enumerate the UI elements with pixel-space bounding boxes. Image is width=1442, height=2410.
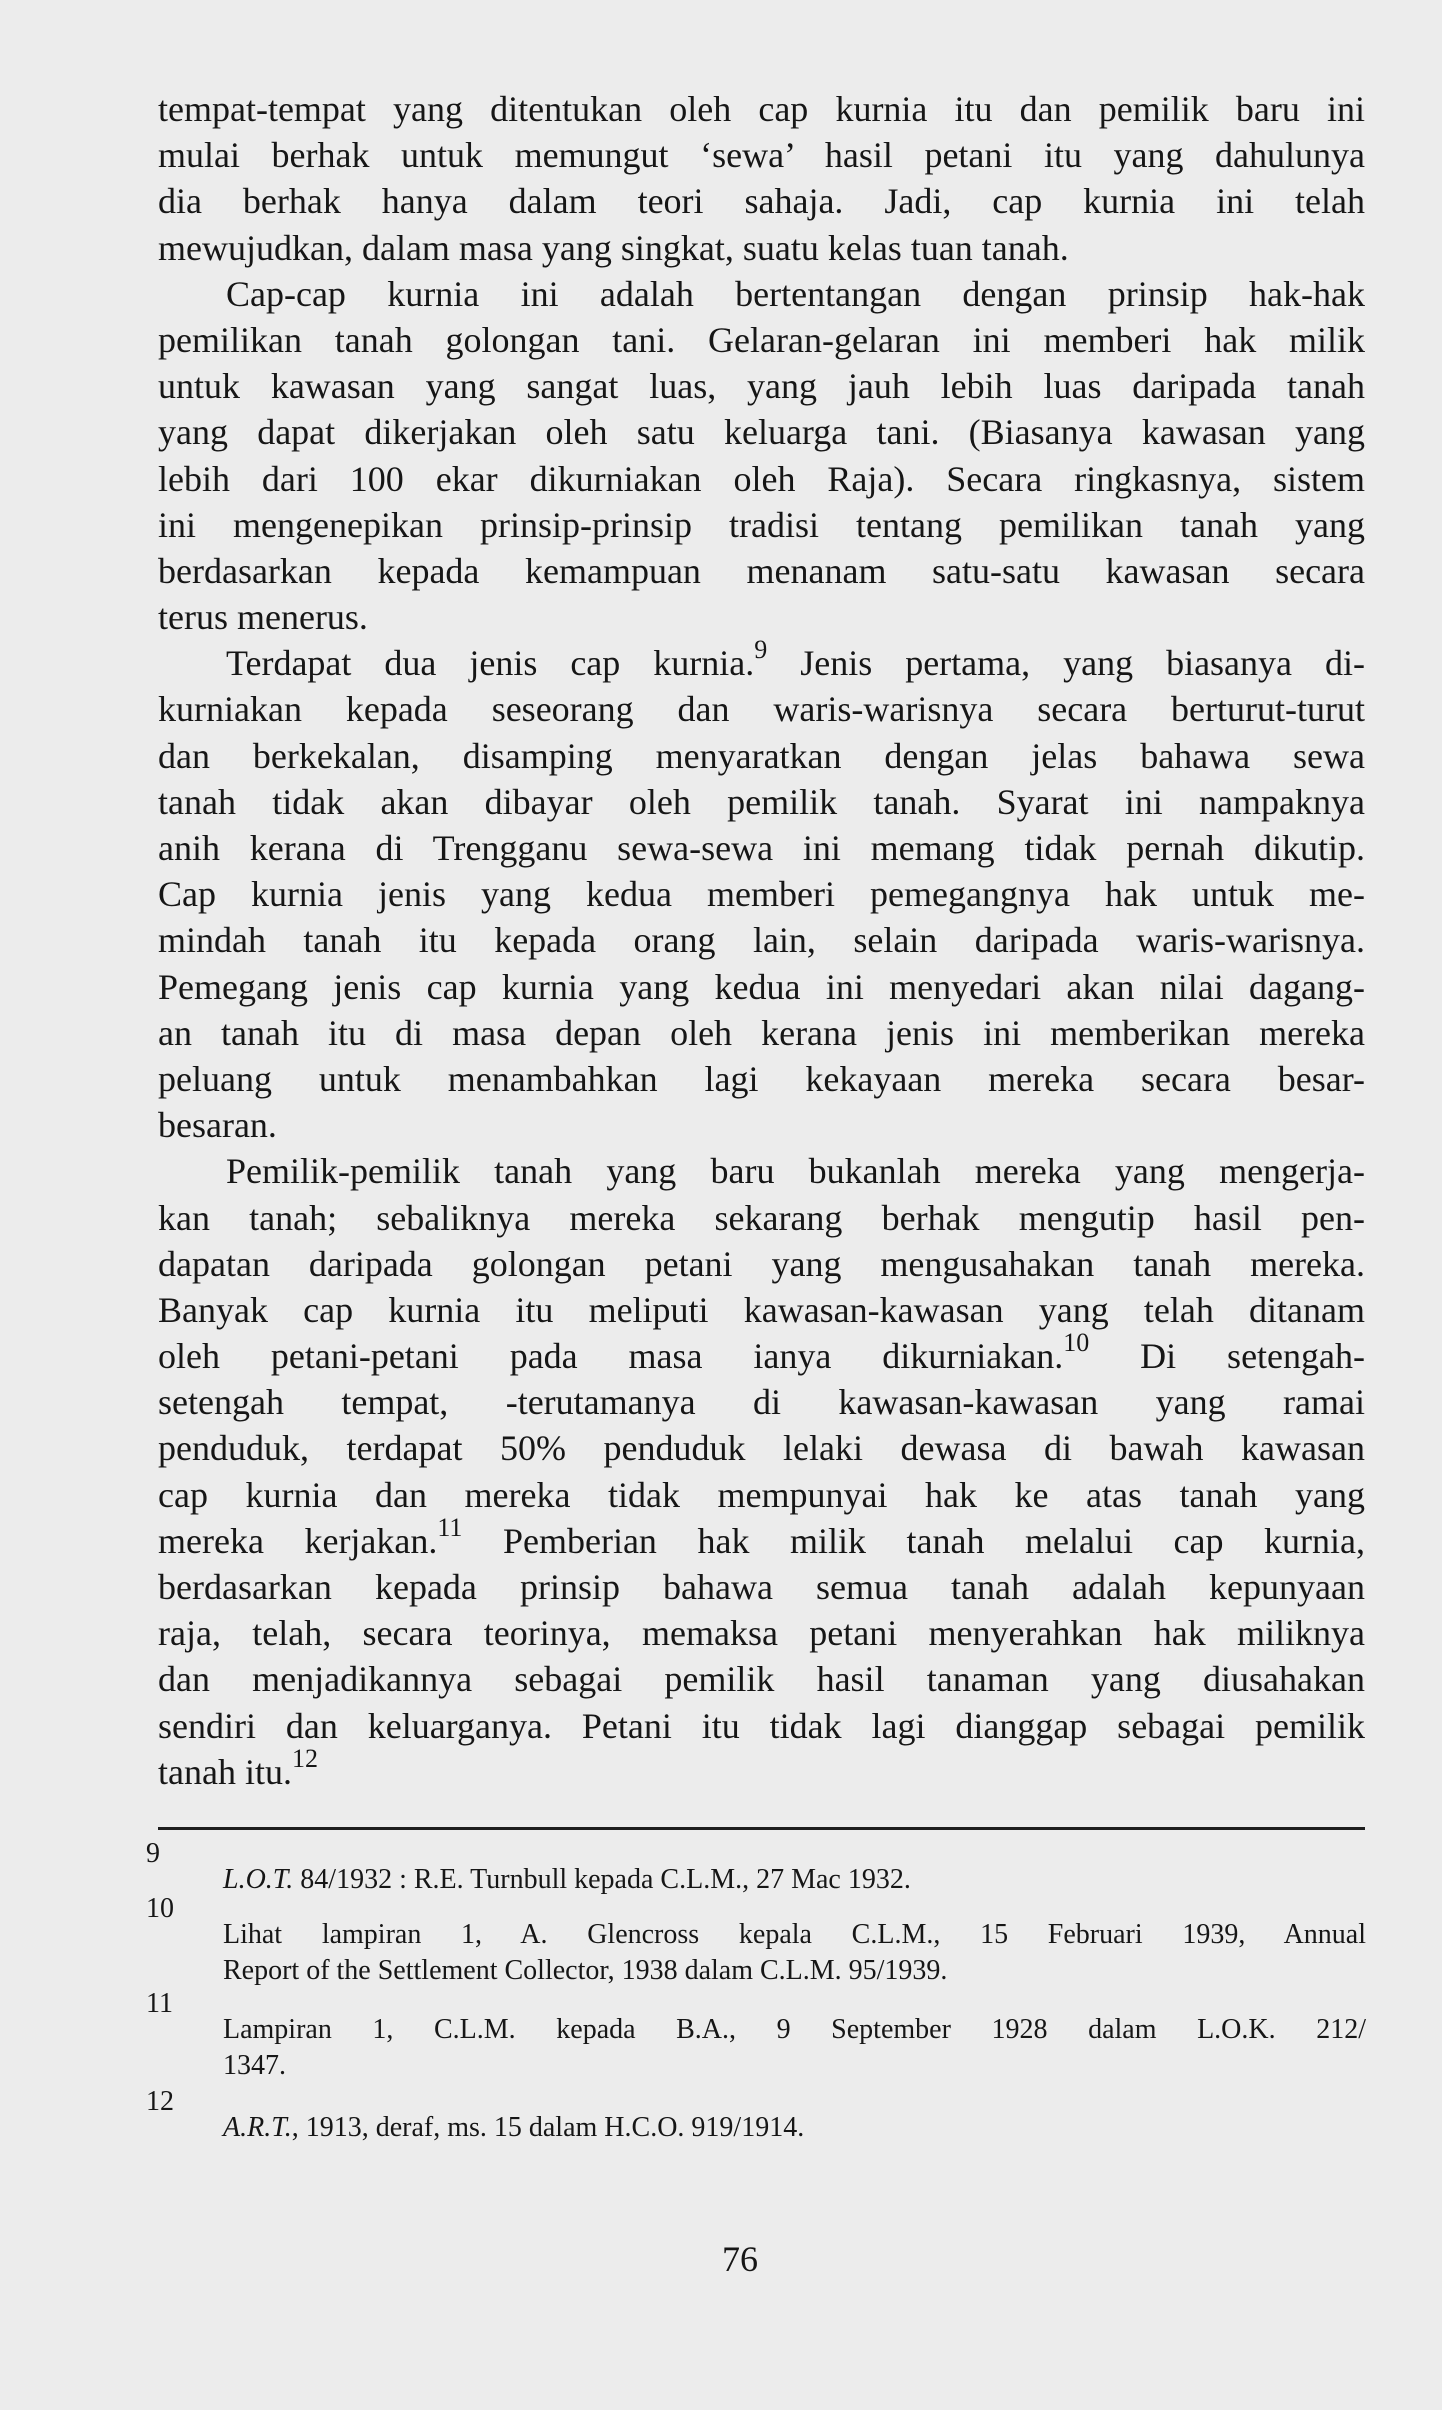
text-segment: tanah tidak akan dibayar oleh pemilik tanah. Syarat ini nampaknya — [158, 781, 1365, 822]
paragraph — [158, 635, 1365, 1148]
text-segment: Pemberian hak milik tanah melalui cap kurnia, — [462, 1520, 1365, 1561]
text-line — [158, 871, 1365, 917]
paragraph — [158, 1148, 1365, 1795]
body-text — [158, 86, 1365, 1795]
text-line — [158, 548, 1365, 594]
footnote-reference: 12 — [291, 1743, 318, 1773]
text-line — [158, 779, 1365, 825]
footnote-line — [223, 1917, 1366, 1953]
text-segment: besaran. — [158, 1105, 277, 1146]
footnote-number: 12 — [146, 2086, 174, 2117]
text-segment: an tanah itu di masa depan oleh kerana jenis ini memberikan mereka — [158, 1012, 1365, 1053]
text-line — [158, 409, 1365, 455]
footnote-text — [223, 2110, 1366, 2146]
footnote-reference: 11 — [437, 1512, 463, 1542]
footnote-reference: 10 — [1063, 1328, 1090, 1358]
text-segment: kan tanah; sebaliknya mereka sekarang berhak mengutip hasil pen- — [158, 1197, 1365, 1238]
footnote-number: 9 — [146, 1838, 160, 1869]
text-segment: dapatan daripada golongan petani yang mengusahakan tanah mereka. — [158, 1243, 1365, 1284]
text-line — [158, 1148, 1365, 1194]
footnote-line — [223, 2012, 1366, 2048]
text-line — [158, 132, 1365, 178]
text-line — [158, 271, 1365, 317]
text-segment: Terdapat dua jenis cap kurnia. — [226, 643, 755, 684]
text-segment: yang dapat dikerjakan oleh satu keluarga tani. (Biasanya kawasan yang — [158, 412, 1365, 453]
footnote-number: 10 — [146, 1893, 174, 1924]
text-segment: kurniakan kepada seseorang dan waris-warisnya secara berturut-turut — [158, 689, 1365, 730]
text-line — [158, 635, 1365, 686]
text-segment: lebih dari 100 ekar dikurniakan oleh Raja). Secara ringkasnya, sistem — [158, 458, 1365, 499]
text-line — [158, 1010, 1365, 1056]
text-line — [158, 1241, 1365, 1287]
footnote-line — [223, 2048, 1366, 2084]
text-segment: tanah itu. — [158, 1751, 292, 1792]
text-segment: berdasarkan kepada prinsip bahawa semua tanah adalah kepunyaan — [158, 1567, 1365, 1607]
text-segment: penduduk, terdapat 50% penduduk lelaki dewasa di bawah kawasan — [158, 1428, 1365, 1469]
text-segment: 84/1932 : R.E. Turnbull kepada C.L.M., 27 Mac 1932. — [293, 1864, 911, 1895]
footnote-line — [223, 1862, 1366, 1898]
text-line — [158, 1564, 1365, 1610]
text-segment: terus menerus. — [158, 597, 368, 638]
text-segment: mereka kerjakan. — [158, 1520, 438, 1561]
text-segment: Pemilik-pemilik tanah yang baru bukanlah mereka yang mengerja- — [226, 1151, 1365, 1192]
text-segment: setengah tempat, -terutamanya di kawasan-kawasan yang ramai — [158, 1382, 1365, 1423]
text-segment: Banyak cap kurnia itu meliputi kawasan-kawasan yang telah ditanam — [158, 1289, 1365, 1330]
text-segment: ini mengenepikan prinsip-prinsip tradisi tentang pemilikan tanah yang — [158, 504, 1365, 545]
text-line — [158, 86, 1365, 132]
page-number: 76 — [722, 2239, 758, 2279]
text-segment: Cap-cap kurnia ini adalah bertentangan dengan prinsip hak-hak — [226, 273, 1365, 314]
text-line — [158, 733, 1365, 779]
text-line — [158, 1656, 1365, 1702]
text-line — [158, 456, 1365, 502]
footnote-line — [223, 2110, 1366, 2146]
text-segment: Pemegang jenis cap kurnia yang kedua ini menyedari akan nilai dagang- — [158, 966, 1365, 1007]
text-segment: peluang untuk menambahkan lagi kekayaan mereka secara besar- — [158, 1058, 1365, 1099]
text-segment: mindah tanah itu kepada orang lain, selain daripada waris-warisnya. — [158, 920, 1365, 961]
text-line — [158, 1195, 1365, 1241]
text-line — [158, 594, 1365, 640]
text-segment: dan menjadikannya sebagai pemilik hasil tanaman yang diusahakan — [158, 1659, 1365, 1700]
text-line — [158, 1287, 1365, 1333]
text-segment: berdasarkan kepada kemampuan menanam satu-satu kawasan secara — [158, 550, 1365, 591]
text-line — [158, 964, 1365, 1010]
text-segment: , 1913, deraf, ms. 15 dalam H.C.O. 919/1914. — [291, 2112, 805, 2143]
text-segment: mulai berhak untuk memungut ‘sewa’ hasil petani itu yang dahulunya — [158, 135, 1365, 176]
text-line — [158, 1056, 1365, 1102]
text-line — [158, 363, 1365, 409]
text-segment: oleh petani-petani pada masa ianya dikurniakan. — [158, 1336, 1064, 1377]
text-segment: Lihat lampiran 1, A. Glencross kepala C.L.M., 15 Februari 1939, Annual — [223, 1919, 1366, 1950]
text-segment: Di setengah- — [1089, 1336, 1365, 1377]
footnote-number: 11 — [146, 1988, 173, 2019]
text-segment: anih kerana di Trengganu sewa-sewa ini memang tidak pernah dikutip. — [158, 828, 1365, 868]
footnote-text — [223, 2012, 1366, 2084]
text-segment: dan berkekalan, disamping menyaratkan dengan jelas bahawa sewa — [158, 735, 1365, 776]
footnote-text — [223, 1917, 1366, 1989]
paragraph — [158, 271, 1365, 641]
text-line — [158, 1743, 1365, 1795]
text-line — [158, 502, 1365, 548]
text-segment: L.O.T. — [223, 1864, 294, 1895]
text-line — [158, 317, 1365, 363]
text-segment: Lampiran 1, C.L.M. kepada B.A., 9 September 1928 dalam L.O.K. 212/ — [223, 2014, 1366, 2045]
footnote-line — [223, 1953, 1366, 1989]
text-line — [158, 825, 1365, 871]
text-line — [158, 178, 1365, 224]
text-segment: cap kurnia dan mereka tidak mempunyai hak ke atas tanah yang — [158, 1474, 1365, 1515]
text-segment: Jenis pertama, yang biasanya di- — [767, 643, 1365, 684]
text-segment: raja, telah, secara teorinya, memaksa petani menyerahkan hak miliknya — [158, 1613, 1365, 1654]
paragraph — [158, 86, 1365, 271]
text-line — [158, 1102, 1365, 1148]
text-segment: dia berhak hanya dalam teori sahaja. Jadi, cap kurnia ini telah — [158, 181, 1365, 222]
footnote-reference: 9 — [754, 635, 768, 665]
text-line — [158, 1703, 1365, 1749]
footnote-text — [223, 1862, 1366, 1898]
text-segment: mewujudkan, dalam masa yang singkat, suatu kelas tuan tanah. — [158, 227, 1069, 268]
text-segment: 1347. — [223, 2050, 286, 2081]
text-line — [158, 1512, 1365, 1564]
text-line — [158, 1610, 1365, 1656]
text-line — [158, 1379, 1365, 1425]
footnote-divider — [158, 1827, 1365, 1830]
text-line — [158, 917, 1365, 963]
text-segment: untuk kawasan yang sangat luas, yang jauh lebih luas daripada tanah — [158, 366, 1365, 407]
text-line — [158, 1472, 1365, 1518]
text-line — [158, 225, 1365, 271]
text-segment: pemilikan tanah golongan tani. Gelaran-gelaran ini memberi hak milik — [158, 319, 1365, 360]
text-line — [158, 1425, 1365, 1471]
text-segment: tempat-tempat yang ditentukan oleh cap kurnia itu dan pemilik baru ini — [158, 89, 1365, 129]
text-segment: Cap kurnia jenis yang kedua memberi pemegangnya hak untuk me- — [158, 874, 1365, 915]
text-line — [158, 1328, 1365, 1379]
text-line — [158, 686, 1365, 732]
text-segment: Report of the Settlement Collector, 1938 dalam C.L.M. 95/1939. — [223, 1955, 948, 1986]
text-segment: A.R.T. — [223, 2112, 292, 2143]
text-segment: sendiri dan keluarganya. Petani itu tidak lagi dianggap sebagai pemilik — [158, 1705, 1365, 1746]
